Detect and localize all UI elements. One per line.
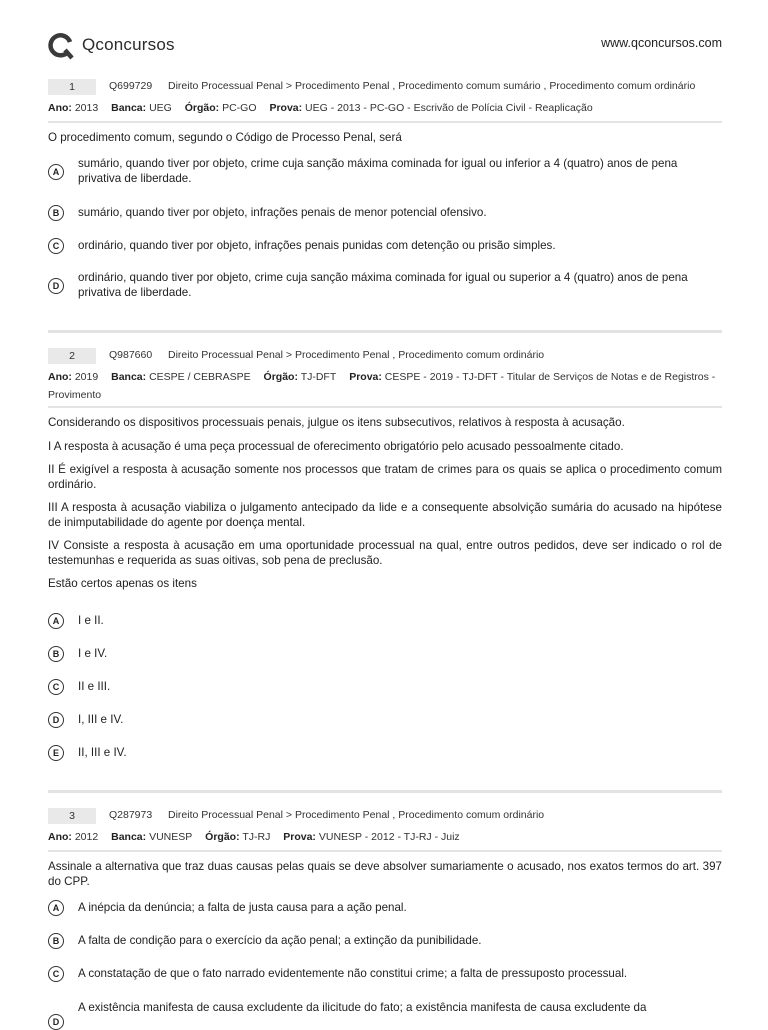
alternative-text[interactable]: sumário, quando tiver por objeto, crime cuja sanção máxima cominada for igual ou inferior a 4 (quatro) anos de pena privativa de liberdade. [78, 157, 678, 185]
alternative-letter[interactable]: A [48, 900, 64, 916]
question-info [48, 368, 722, 404]
orgao-label: Órgão: [205, 831, 240, 843]
question-statement: O procedimento comum, segundo o Código de Processo Penal, será [48, 131, 402, 144]
alternative-text[interactable]: I e II. [78, 614, 104, 627]
question-code[interactable]: Q287973 [109, 809, 153, 821]
alternative-text[interactable]: ordinário, quando tiver por objeto, infrações penais punidas com detenção ou prisão simples. [78, 239, 556, 252]
ano-label: Ano: [48, 371, 72, 383]
banca-value: UEG [149, 102, 172, 114]
ano-label: Ano: [48, 831, 72, 843]
prova-label: Prova: [269, 102, 303, 114]
banca-value: VUNESP [149, 831, 193, 843]
prova-value: CESPE - 2019 - TJ-DFT - Titular de Serviços de Notas e de Registros - Provimento [48, 371, 716, 401]
logo-text: Qconcursos [82, 35, 175, 54]
orgao-value: PC-GO [222, 102, 257, 114]
question-meta-bar [48, 79, 722, 99]
prova-value: UEG - 2013 - PC-GO - Escrivão de Polícia Civil - Reaplicação [305, 102, 593, 114]
statement-item-iii: III A resposta à acusação viabiliza o julgamento antecipado da lide e a consequente absolvição sumária do acusado na hipótese de inimputabilidade do agente por doença mental. [48, 501, 722, 529]
question-number: 2 [48, 348, 96, 364]
question-number: 1 [48, 79, 96, 95]
statement-question: Estão certos apenas os itens [48, 577, 197, 590]
question-number: 3 [48, 808, 96, 824]
divider [48, 121, 722, 123]
prova-label: Prova: [349, 371, 382, 383]
question-info [48, 828, 722, 846]
question-info [48, 99, 722, 117]
statement-item-iv: IV Consiste a resposta à acusação em uma oportunidade processual na qual, entre outros pedidos, deve ser indicado o rol de testemunhas e requerida as suas oitivas, sob pena de preclusão. [48, 539, 722, 567]
alternatives-3 [48, 900, 722, 1027]
orgao-label: Órgão: [184, 102, 220, 114]
alternative-letter[interactable]: A [48, 613, 64, 629]
alternative-letter[interactable]: C [48, 966, 64, 982]
question-separator [48, 330, 722, 333]
question-3 [48, 808, 722, 889]
alternative-text[interactable]: A existência manifesta de causa excludente da ilicitude do fato; a existência manifesta de causa excludente da [78, 1001, 647, 1014]
alternative-letter[interactable]: D [48, 1014, 64, 1030]
divider [48, 850, 722, 852]
alternative-letter[interactable]: B [48, 933, 64, 949]
banca-label: Banca: [111, 831, 147, 843]
alternative-text[interactable]: A constatação de que o fato narrado evidentemente não constitui crime; a falta de pressuposto processual. [78, 967, 628, 980]
question-statement: Assinale a alternativa que traz duas causas pelas quais se deve absolver sumariamente o acusado, nos exatos termos do art. 397 do CPP. [48, 860, 722, 888]
ano-label: Ano: [48, 102, 72, 114]
question-2 [48, 348, 722, 591]
orgao-label: Órgão: [263, 371, 298, 383]
divider [48, 406, 722, 408]
question-statement: Considerando os dispositivos processuais penais, julgue os itens subsecutivos, relativos à resposta à acusação. [48, 416, 625, 429]
alternative-text[interactable]: sumário, quando tiver por objeto, infrações penais de menor potencial ofensivo. [78, 206, 487, 219]
alternative-text[interactable]: II e III. [78, 680, 111, 693]
banca-value: CESPE / CEBRASPE [149, 371, 251, 383]
question-1 [48, 79, 722, 145]
alternatives-1 [48, 156, 722, 306]
question-code[interactable]: Q699729 [109, 80, 153, 92]
logo[interactable] [48, 30, 175, 60]
banca-label: Banca: [111, 102, 147, 114]
statement-item-ii: II É exigível a resposta à acusação somente nos processos que tratam de crimes para os quais se aplica o procedimento comum ordinário. [48, 463, 722, 491]
alternative-text[interactable]: I, III e IV. [78, 713, 124, 726]
question-separator [48, 790, 722, 793]
alternative-letter[interactable]: D [48, 712, 64, 728]
prova-value: VUNESP - 2012 - TJ-RJ - Juiz [318, 831, 460, 843]
statement-item-i: I A resposta à acusação é uma peça processual de oferecimento obrigatório pelo acusado pessoalmente citado. [48, 440, 624, 453]
alternative-text[interactable]: A falta de condição para o exercício da ação penal; a extinção da punibilidade. [78, 934, 482, 947]
alternative-letter[interactable]: D [48, 278, 64, 294]
alternative-letter[interactable]: E [48, 745, 64, 761]
alternative-text[interactable]: I e IV. [78, 647, 108, 660]
orgao-value: TJ-RJ [242, 831, 271, 843]
question-subjects[interactable]: Direito Processual Penal > Procedimento Penal , Procedimento comum ordinário [168, 809, 545, 821]
banca-label: Banca: [111, 371, 147, 383]
alternative-text[interactable]: II, III e IV. [78, 746, 127, 759]
question-subjects[interactable]: Direito Processual Penal > Procedimento Penal , Procedimento comum sumário , Procedimento comum ordinário [168, 80, 696, 92]
alternative-letter[interactable]: C [48, 679, 64, 695]
question-meta-bar [48, 808, 722, 828]
ano-value: 2012 [74, 831, 99, 843]
page-header [48, 30, 722, 62]
alternative-letter[interactable]: C [48, 238, 64, 254]
alternative-letter[interactable]: B [48, 646, 64, 662]
alternative-letter[interactable]: B [48, 205, 64, 221]
orgao-value: TJ-DFT [300, 371, 337, 383]
question-code[interactable]: Q987660 [109, 349, 153, 361]
alternative-text[interactable]: ordinário, quando tiver por objeto, crime cuja sanção máxima cominada for igual ou superior a 4 (quatro) anos de pena privativa de liberdade. [78, 271, 688, 299]
qconcursos-logo-icon [48, 30, 74, 60]
alternative-letter[interactable]: A [48, 164, 64, 180]
ano-value: 2019 [74, 371, 99, 383]
site-url[interactable]: www.qconcursos.com [601, 36, 722, 50]
alternatives-2 [48, 613, 722, 763]
ano-value: 2013 [74, 102, 99, 114]
alternative-text[interactable]: A inépcia da denúncia; a falta de justa causa para a ação penal. [78, 901, 407, 914]
prova-label: Prova: [283, 831, 316, 843]
question-subjects[interactable]: Direito Processual Penal > Procedimento Penal , Procedimento comum ordinário [168, 349, 545, 361]
question-meta-bar [48, 348, 722, 368]
